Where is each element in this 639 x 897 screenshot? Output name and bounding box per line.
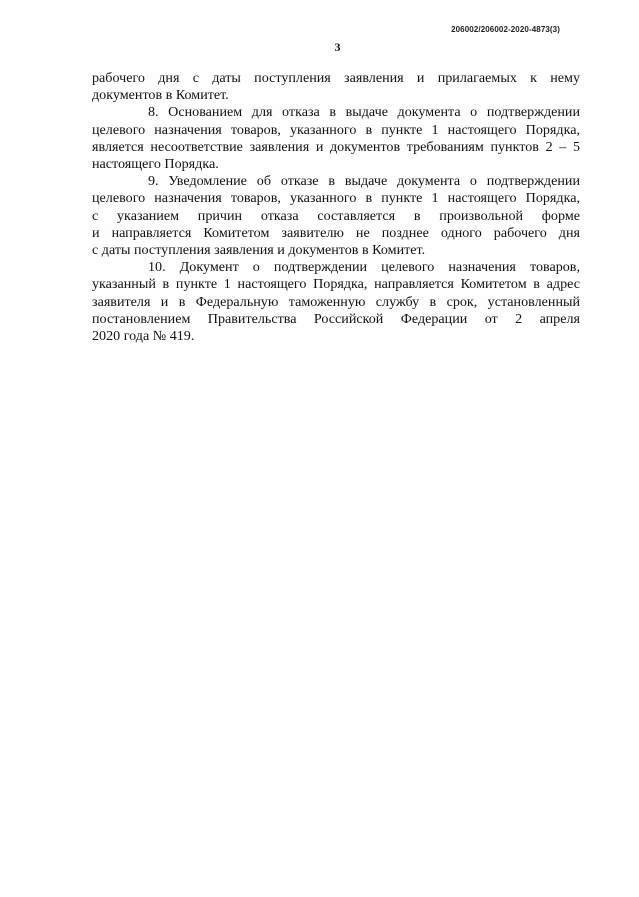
text-line: целевого назначения товаров, указанного в пункте 1 настоящего Порядка, [92,190,580,207]
text-line: указанный в пункте 1 настоящего Порядка, направляется Комитетом в адрес [92,276,580,293]
text-line: является несоответствие заявления и документов требованиям пунктов 2 – 5 [92,138,580,155]
text-line: с указанием причин отказа составляется в произвольной форме [92,207,580,224]
text-line: документов в Комитет. [92,87,229,104]
text-line: заявителя и в Федеральную таможенную службу в срок, установленный [92,293,580,310]
paragraph-continuation [92,70,580,104]
paragraph-item-8 [92,104,580,173]
text-line: настоящего Порядка. [92,156,219,173]
text-line: целевого назначения товаров, указанного в пункте 1 настоящего Порядка, [92,121,580,138]
text-line: 2020 года № 419. [92,328,195,345]
page-number: 3 [334,40,341,54]
text-line: 10. Документ о подтверждении целевого назначения товаров, [148,259,580,276]
text-line: 8. Основанием для отказа в выдаче документа о подтверждении [148,104,580,121]
document-body [92,70,580,345]
paragraph-item-9 [92,173,580,259]
text-line: с даты поступления заявления и документов в Комитет. [92,242,426,259]
document-id: 206002/206002-2020-4873(3) [451,25,560,34]
text-line: рабочего дня с даты поступления заявления и прилагаемых к нему [92,70,580,86]
text-line: постановлением Правительства Российской Федерации от 2 апреля [92,310,580,327]
text-line: 9. Уведомление об отказе в выдаче документа о подтверждении [148,173,580,190]
text-line: и направляется Комитетом заявителю не позднее одного рабочего дня [92,224,580,241]
paragraph-item-10 [92,259,580,345]
